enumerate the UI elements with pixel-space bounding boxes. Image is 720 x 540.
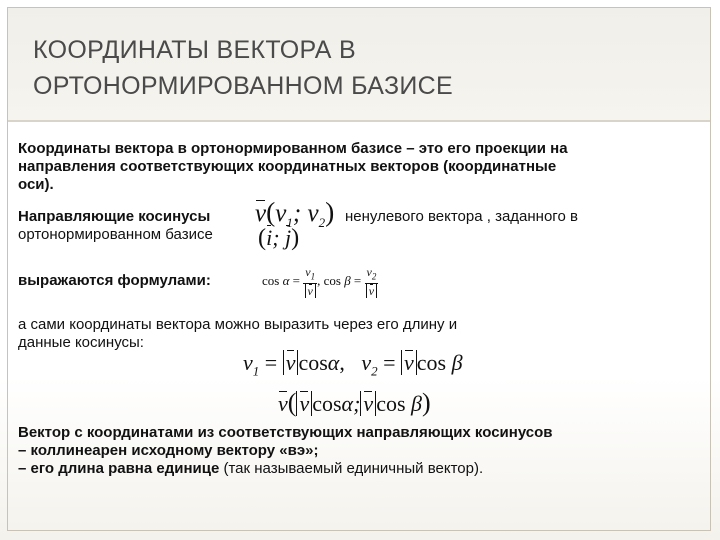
- para1-line-2: направления соответствующих координатных векторов (координатные: [18, 158, 557, 175]
- para1-line-1: Координаты вектора в ортонормированном базисе – это его проекции на: [18, 140, 568, 157]
- nonzero-vector-text: ненулевого вектора , заданного в: [345, 208, 578, 225]
- title-line-1: КООРДИНАТЫ ВЕКТОРА В: [33, 36, 357, 64]
- orthonormal-basis-text: ортонормированном базисе: [18, 226, 213, 243]
- para1-line-3: оси).: [18, 176, 54, 193]
- formulas-label: выражаются формулами:: [18, 272, 211, 289]
- vector-i-symbol: i: [266, 225, 273, 250]
- paragraph-coordinates-definition: [18, 140, 708, 194]
- unit-vector-formula: v( v cosα; v cos β): [278, 388, 431, 417]
- coordinates-via-cosines-formula: $v_1 = v$ cosα, $v_2 = v$ cos β: [243, 350, 463, 379]
- vector-v-symbol: v: [255, 200, 267, 227]
- v1-symbol: v: [275, 200, 287, 227]
- vector-j-symbol: j: [285, 225, 292, 250]
- direction-cosine-formulas: cos α = $\frac{v_1}{v}$ , cos β = $\frac{v_2}{v}$: [262, 265, 377, 299]
- direction-cosines-label: Направляющие косинусы: [18, 208, 211, 225]
- para4-line-1: а сами координаты вектора можно выразить через его длину и: [18, 316, 458, 333]
- para5-line-3-normal: (так называемый единичный вектор).: [219, 460, 484, 477]
- paragraph-length-and-cosines: [18, 316, 708, 352]
- paragraph-unit-vector: [18, 424, 708, 478]
- title-line-2: ОРТОНОРМИРОВАННОМ БАЗИСЕ: [33, 72, 453, 100]
- para5-line-3-bold: – его длина равна единице: [18, 460, 220, 477]
- v2-symbol: v: [307, 200, 319, 227]
- basis-ij-formula: (i; j): [258, 224, 300, 251]
- para5-line-1: Вектор с координатами из соответствующих направляющих косинусов: [18, 424, 553, 441]
- cos-beta-fraction: $\frac{v_2}{v}$: [366, 265, 377, 299]
- para5-line-3: [18, 460, 708, 478]
- para5-line-2: – коллинеарен исходному вектору «вэ»;: [18, 442, 319, 459]
- para4-line-2: данные косинусы:: [18, 334, 144, 351]
- slide-title: [33, 32, 633, 104]
- cos-alpha-fraction: $\frac{v_1}{v}$: [305, 265, 316, 299]
- vector-v-coordinates-formula: $v(v_1$; $v_2$): [255, 196, 335, 230]
